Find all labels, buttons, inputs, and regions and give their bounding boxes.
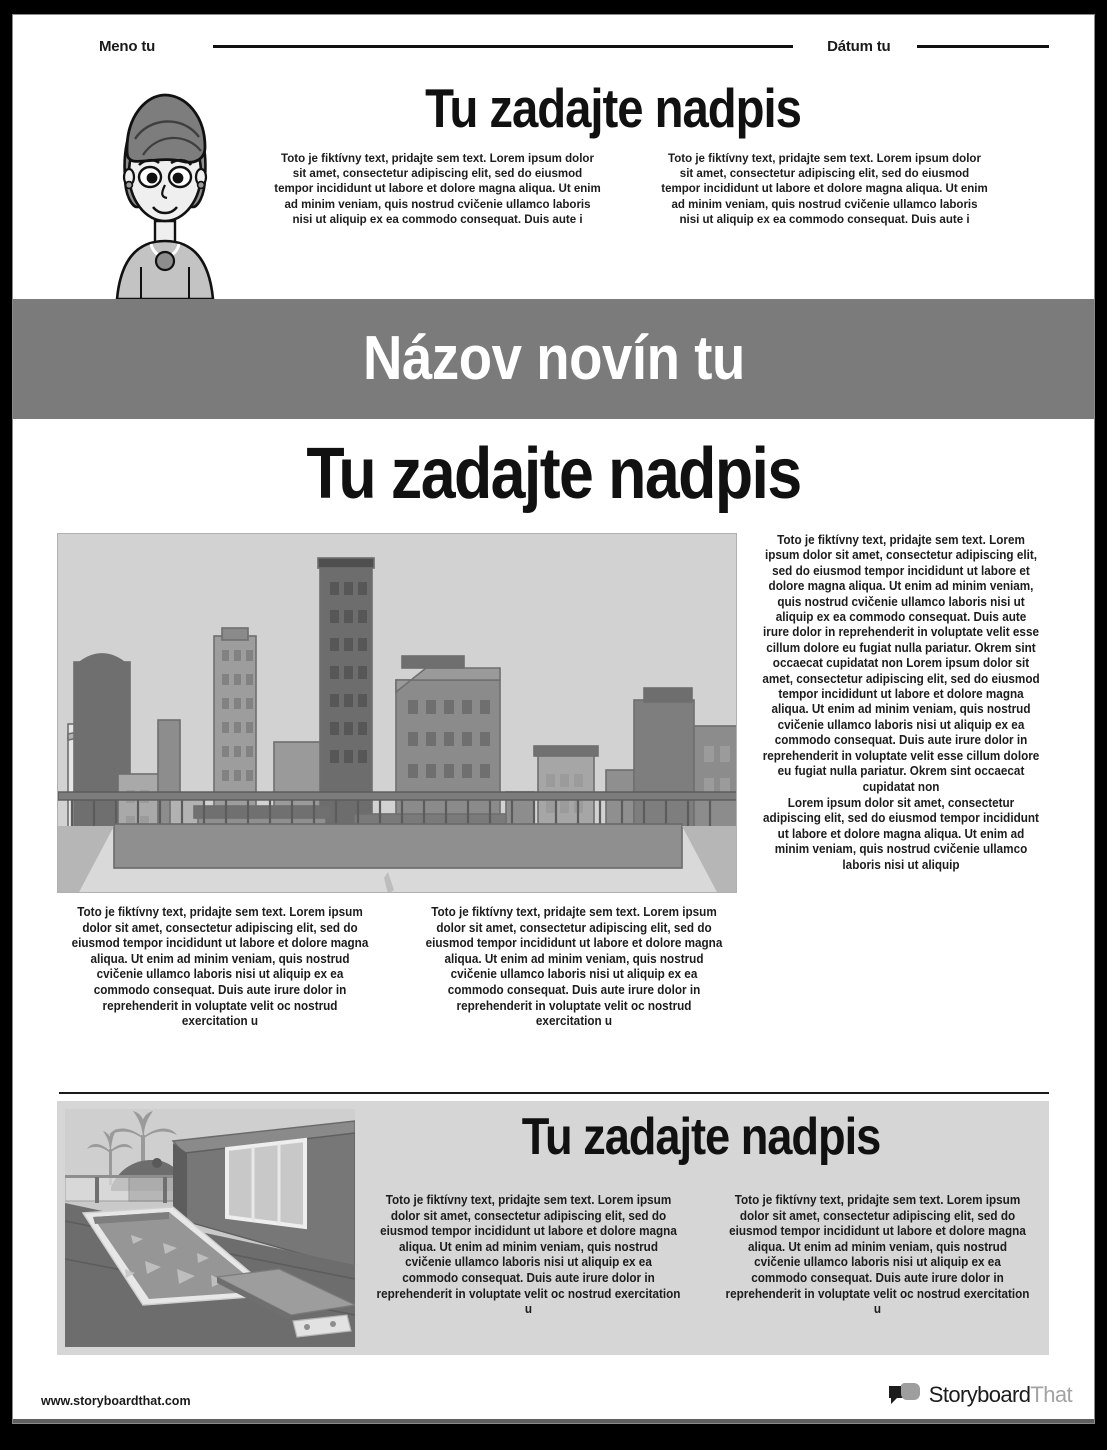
caption-column-2: Toto je fiktívny text, pridajte sem text. Lorem ipsum dolor sit amet, consectetur adipiscing elit, sed do eiusmod tempor incididunt ut labore et dolore magna aliqua. Ut enim ad minim veniam, quis nostrud cvičenie ullamco laboris nisi ut aliquip ex ea commodo consequat. Duis aute irure dolor in reprehenderit in voluptate velit oc nostrud exercitation u — [425, 905, 723, 1029]
newspaper-page — [12, 14, 1095, 1424]
speech-bubbles-icon — [888, 1383, 922, 1407]
pool-house-image — [65, 1109, 355, 1347]
top-column-1: Toto je fiktívny text, pridajte sem text. Lorem ipsum dolor sit amet, consectetur adipiscing elit, sed do eiusmod tempor incididunt ut labore et dolore magna aliqua. Ut enim ad minim veniam, quis nostrud cvičenie ullamco laboris nisi ut aliquip ex ea commodo consequat. Duis aute i — [274, 151, 601, 226]
bottom-column-1: Toto je fiktívny text, pridajte sem text. Lorem ipsum dolor sit amet, consectetur adipiscing elit, sed do eiusmod tempor incididunt ut labore et dolore magna aliqua. Ut enim ad minim veniam, quis nostrud cvičenie ullamco laboris nisi ut aliquip ex ea commodo consequat. Duis aute irure dolor in reprehenderit in voluptate velit oc nostrud exercitation u — [376, 1193, 681, 1317]
storyboardthat-logo — [888, 1382, 1072, 1408]
section-divider — [59, 1092, 1049, 1094]
logo-text-primary: Storyboard — [928, 1382, 1031, 1407]
footer-rule — [13, 1419, 1094, 1423]
top-headline: Tu zadajte nadpis — [425, 77, 801, 139]
top-text-columns — [261, 151, 1001, 227]
logo-text-secondary: That — [1030, 1382, 1072, 1407]
footer-url[interactable]: www.storyboardthat.com — [41, 1394, 191, 1408]
caption-column-1: Toto je fiktívny text, pridajte sem text. Lorem ipsum dolor sit amet, consectetur adipiscing elit, sed do eiusmod tempor incididunt ut labore et dolore magna aliqua. Ut enim ad minim veniam, quis nostrud cvičenie ullamco laboris nisi ut aliquip ex ea commodo consequat. Duis aute irure dolor in reprehenderit in voluptate velit oc nostrud exercitation u — [71, 905, 369, 1029]
main-side-column — [762, 533, 1041, 873]
bottom-text-columns — [365, 1193, 1041, 1318]
name-input-line[interactable] — [213, 45, 793, 48]
main-headline: Tu zadajte nadpis — [306, 434, 801, 514]
top-column-2: Toto je fiktívny text, pridajte sem text. Lorem ipsum dolor sit amet, consectetur adipiscing elit, sed do eiusmod tempor incididunt ut labore et dolore magna aliqua. Ut enim ad minim veniam, quis nostrud cvičenie ullamco laboris nisi ut aliquip ex ea commodo consequat. Duis aute i — [661, 151, 988, 226]
bottom-headline: Tu zadajte nadpis — [521, 1108, 881, 1166]
newspaper-title-banner — [13, 299, 1094, 419]
avatar — [101, 81, 229, 299]
side-paragraph-1: Toto je fiktívny text, pridajte sem text. Lorem ipsum dolor sit amet, consectetur adipiscing elit, sed do eiusmod tempor incididunt ut labore et dolore magna aliqua. Ut enim ad minim veniam, quis nostrud cvičenie ullamco laboris nisi ut aliquip ex ea commodo consequat. Duis aute irure dolor in reprehenderit in voluptate velit esse cillum dolore eu fugiat nulla pariatur. Okrem sint occaecat cupidatat non Lorem ipsum dolor sit amet, consectetur adipiscing elit, sed do eiusmod tempor incididunt ut labore et dolore magna aliqua. Ut enim ad minim veniam, quis nostrud cvičenie ullamco laboris nisi ut aliquip ex ea commodo consequat. Duis aute irure dolor in reprehenderit in voluptate velit esse cillum dolore eu fugiat nulla pariatur. Okrem sint occaecat cupidatat non — [762, 533, 1040, 794]
city-skyline-image — [57, 533, 737, 893]
logo-wordmark — [929, 1382, 1072, 1408]
bottom-article-section — [57, 1101, 1049, 1355]
name-date-bar — [13, 29, 1094, 63]
bottom-column-2: Toto je fiktívny text, pridajte sem text. Lorem ipsum dolor sit amet, consectetur adipiscing elit, sed do eiusmod tempor incididunt ut labore et dolore magna aliqua. Ut enim ad minim veniam, quis nostrud cvičenie ullamco laboris nisi ut aliquip ex ea commodo consequat. Duis aute irure dolor in reprehenderit in voluptate velit oc nostrud exercitation u — [725, 1193, 1030, 1317]
top-article-section — [13, 67, 1094, 299]
name-label: Meno tu — [99, 37, 156, 55]
main-caption-columns — [57, 905, 737, 1030]
side-paragraph-2: Lorem ipsum dolor sit amet, consectetur adipiscing elit, sed do eiusmod tempor incididunt ut labore et dolore magna aliqua. Ut enim ad minim veniam, quis nostrud cvičenie ullamco laboris nisi ut aliquip — [763, 795, 1039, 872]
date-input-line[interactable] — [917, 45, 1049, 48]
date-label: Dátum tu — [827, 37, 891, 55]
newspaper-title: Názov novín tu — [362, 324, 745, 393]
